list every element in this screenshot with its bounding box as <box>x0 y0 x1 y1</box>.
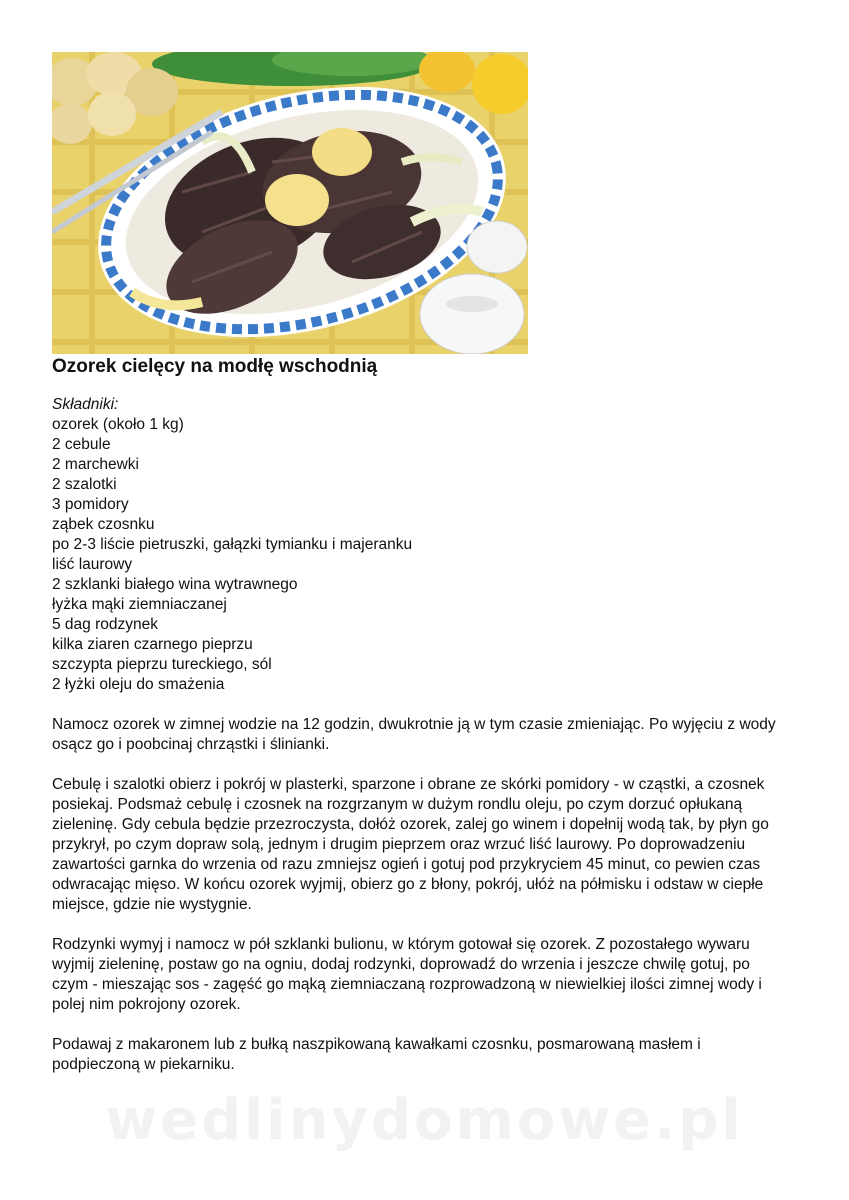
ingredient-item: szczypta pieprzu tureckiego, sól <box>52 656 272 673</box>
ingredient-item: łyżka mąki ziemniaczanej <box>52 596 227 613</box>
ingredient-item: kilka ziaren czarnego pieprzu <box>52 636 253 653</box>
ingredient-item: ząbek czosnku <box>52 516 155 533</box>
watermark: wedlinydomowe.pl <box>105 1088 744 1153</box>
ingredient-item: 2 marchewki <box>52 456 139 473</box>
ingredient-item: ozorek (około 1 kg) <box>52 416 184 433</box>
dish-photo <box>52 52 528 354</box>
step-paragraph: Podawaj z makaronem lub z bułką naszpikowaną kawałkami czosnku, posmarowaną masłem i podpieczoną w piekarniku. <box>52 1036 701 1073</box>
step-paragraph: Cebulę i szalotki obierz i pokrój w plasterki, sparzone i obrane ze skórki pomidory - w cząstki, a czosnek posiekaj. Podsmaż cebulę i czosnek na rozgrzanym w dużym rondlu oleju, po czym dorzuć opłukaną zieleninę. Gdy cebula będzie przezroczysta, dołóż ozorek, zalej go winem i dopełnij wodą tak, by płyn go przykrył, po czym dopraw solą, jednym i drugim pieprzem oraz wrzuć liść laurowy. Po doprowadzeniu zawartości garnka do wrzenia od razu zmniejsz ogień i gotuj pod przykryciem 45 minut, co pewien czas odwracając mięso. W końcu ozorek wyjmij, obierz go z błony, pokrój, ułóż na półmisku i odstaw w ciepłe miejsce, gdzie nie wystygnie. <box>52 776 769 913</box>
page-title: Ozorek cielęcy na modłę wschodnią <box>52 356 378 377</box>
ingredient-item: po 2-3 liście pietruszki, gałązki tymianku i majeranku <box>52 536 413 553</box>
ingredients-list <box>52 415 787 695</box>
ingredient-item: 5 dag rodzynek <box>52 616 158 633</box>
step-paragraph: Rodzynki wymyj i namocz w pół szklanki bulionu, w którym gotował się ozorek. Z pozostałego wywaru wyjmij zieleninę, postaw go na ogniu, dodaj rodzynki, doprowadź do wrzenia i jeszcze chwilę gotuj, po czym - mieszając sos - zagęść go mąką ziemniaczaną rozprowadzoną w niewielkiej ilości zimnej wody i polej nim pokrojony ozorek. <box>52 936 762 1013</box>
ingredient-item: 2 szalotki <box>52 476 117 493</box>
ingredients-heading: Składniki: <box>52 396 119 413</box>
step-paragraph: Namocz ozorek w zimnej wodzie na 12 godzin, dwukrotnie ją w tym czasie zmieniając. Po wyjęciu z wody osącz go i poobcinaj chrząstki i ślinianki. <box>52 716 776 753</box>
ingredient-item: 2 łyżki oleju do smażenia <box>52 676 225 693</box>
ingredient-item: 2 cebule <box>52 436 111 453</box>
recipe-content <box>52 395 787 1075</box>
ingredient-item: 2 szklanki białego wina wytrawnego <box>52 576 298 593</box>
ingredient-item: liść laurowy <box>52 556 133 573</box>
ingredient-item: 3 pomidory <box>52 496 129 513</box>
